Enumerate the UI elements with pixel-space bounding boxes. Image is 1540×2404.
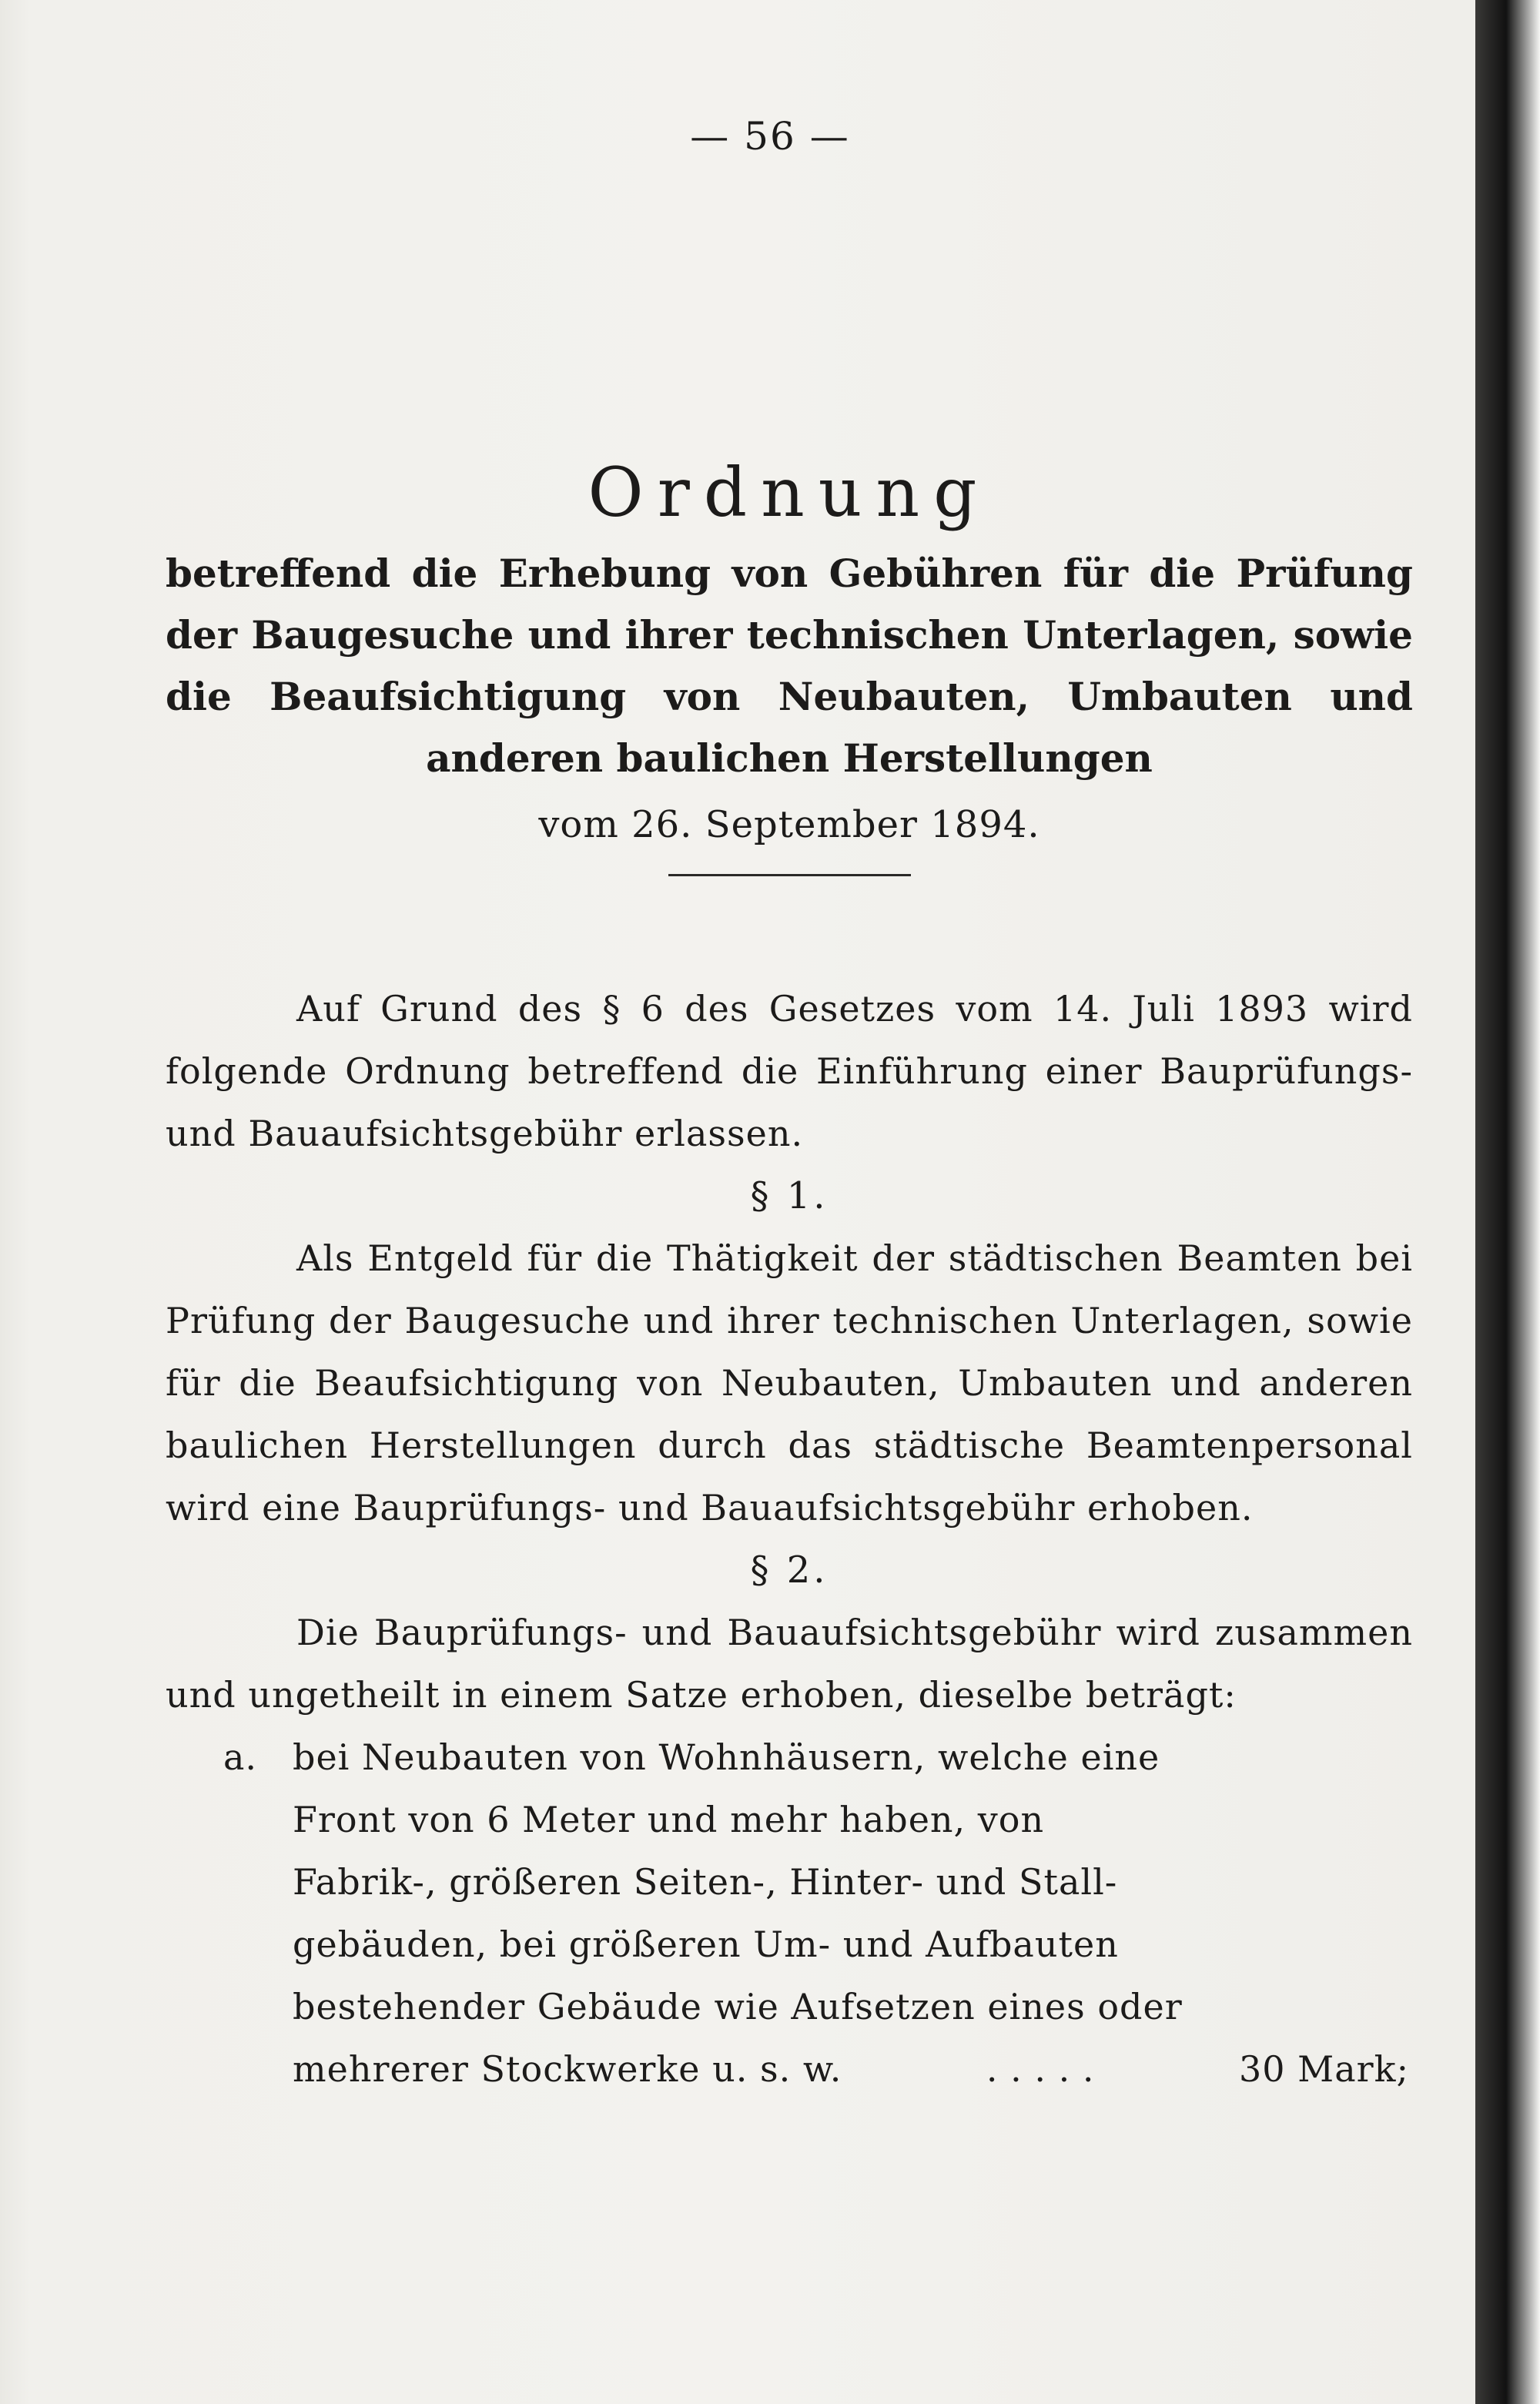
document-date: vom 26. September 1894. [538,803,1040,846]
section-heading-1: § 1. [750,1174,829,1217]
section-heading-2: § 2. [750,1549,829,1592]
list-item-line: Front von 6 Meter und mehr haben, von [293,1799,1045,1840]
page-number: — 56 — [690,114,850,159]
list-item-line: Fabrik-, größeren Seiten-, Hinter- und Stall- [293,1861,1118,1903]
title-block [166,450,1413,876]
list-item-label: a. [223,1736,258,1778]
list-item-a [166,1726,1409,2101]
document-subtitle: betreffend die Erhebung von Gebühren für die Prüfung der Baugesuche und ihrer technischen Unterlagen, sowie die Beaufsichtigung von Neubauten, Umbauten und anderen baulichen Herstellungen [166,551,1413,781]
list-item-line: gebäuden, bei größeren Um- und Aufbauten [293,1924,1119,1965]
body-text [166,978,1413,2101]
list-item-line: bei Neubauten von Wohnhäusern, welche eine [293,1736,1160,1778]
page-binding-edge [1475,0,1540,2404]
section-text-1: Als Entgeld für die Thätigkeit der städtischen Beamten bei Prüfung der Baugesuche und ihrer technischen Unterlagen, sowie für die Beaufsichtigung von Neubauten, Umbauten und anderen baulichen Herstellungen durch das städtische Beamtenpersonal wird eine Bauprüfungs- und Bauaufsichtsgebühr erhoben. [166,1237,1413,1528]
intro-paragraph: Auf Grund des § 6 des Gesetzes vom 14. Juli 1893 wird folgende Ordnung betreffend die Einführung einer Bauprüfungs- und Bauaufsichtsgebühr erlassen. [166,988,1413,1154]
document-title: Ordnung [588,453,991,532]
list-item-line: bestehender Gebäude wie Aufsetzen eines oder [293,1986,1183,2027]
list-item-line: mehrerer Stockwerke u. s. w. [293,2048,842,2090]
title-divider [668,874,911,876]
list-item-last-line [293,2038,1409,2101]
section-text-2: Die Bauprüfungs- und Bauaufsichtsgebühr wird zusammen und ungetheilt in einem Satze erhoben, dieselbe beträgt: [166,1612,1413,1716]
dot-leader: . . . . . [986,2048,1095,2090]
fee-amount: 30 Mark; [1238,2048,1409,2090]
